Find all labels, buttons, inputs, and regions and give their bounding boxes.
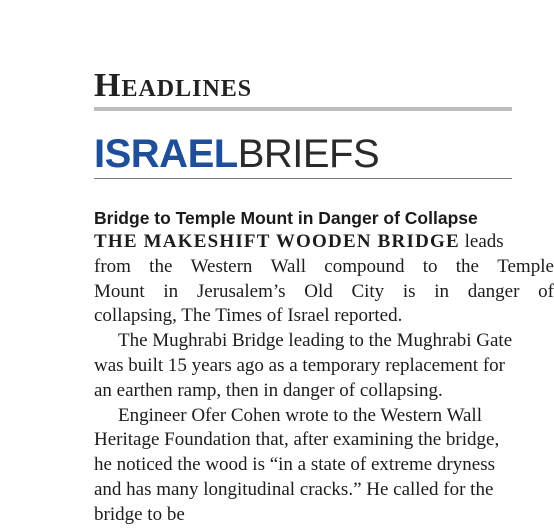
article-line: an earthen ramp, then in danger of collapsing. [94,379,443,401]
article-line: and has many longitudinal cracks.” He called for the [94,478,494,500]
article-line: Heritage Foundation that, after examining the bridge, [94,429,500,451]
word: Old [304,280,333,302]
word: Mount [94,280,145,302]
brand-divider [94,178,512,179]
word: of [538,280,554,302]
article [94,206,554,528]
word: in [434,280,450,302]
word: compound [324,255,405,277]
word: in [163,280,179,302]
brand-light: BRIEFS [237,132,380,176]
article-line: was built 15 years ago as a temporary replacement for [94,354,505,376]
word: Wall [270,255,307,277]
article-line [94,280,554,305]
article-line: The Mughrabi Bridge leading to the Mughrabi Gate [118,330,513,352]
word: the [455,255,479,277]
column-brand [94,132,379,176]
article-line [94,230,554,255]
word: Temple [497,255,554,277]
lead-in: THE MAKESHIFT WOODEN BRIDGE [94,231,460,252]
word: the [149,255,173,277]
article-line: he noticed the wood is “in a state of extreme dryness [94,454,495,476]
word: is [402,280,416,302]
word: from [94,255,131,277]
brand-bold: ISRAEL [94,132,238,176]
word: Jerusalem’s [196,280,286,302]
article-line [94,255,554,280]
article-headline: Bridge to Temple Mount in Danger of Collapse [94,208,478,228]
article-line: bridge to be [94,503,185,525]
article-text: leads [464,231,504,252]
word: danger [467,280,520,302]
section-divider [94,107,512,111]
word: Western [190,255,253,277]
word: City [351,280,385,302]
section-title: Headlines [94,67,253,104]
article-line: collapsing, The Times of Israel reported. [94,305,403,327]
article-line: Engineer Ofer Cohen wrote to the Western Wall [118,404,482,426]
word: to [422,255,438,277]
